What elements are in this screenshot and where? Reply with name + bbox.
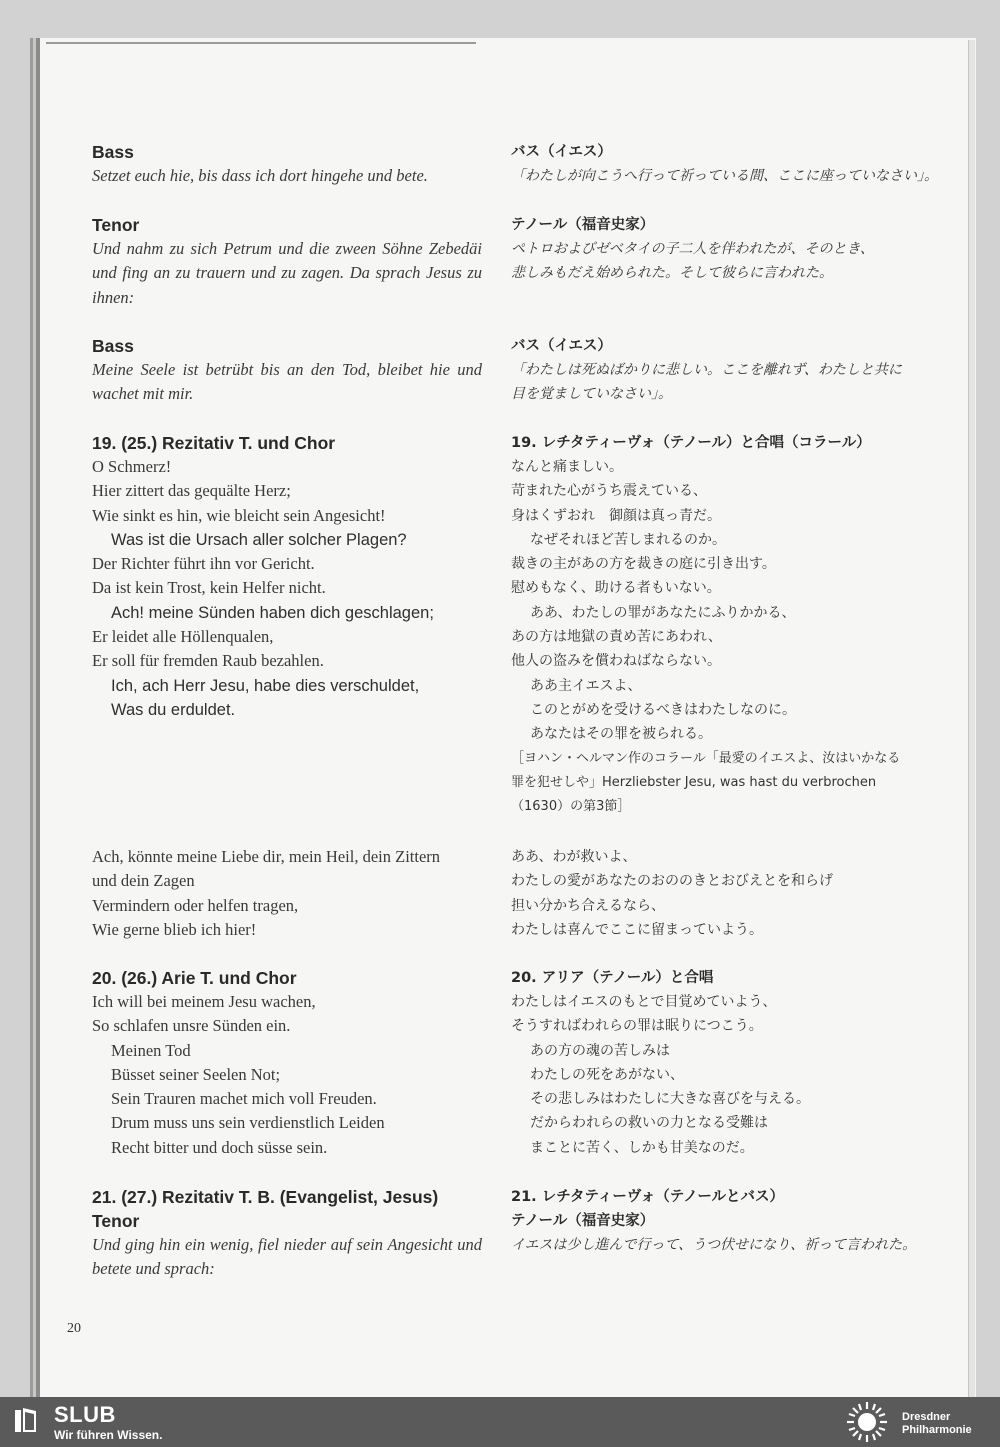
chorale-line: Drum muss uns sein verdienstlich Leiden bbox=[111, 1113, 385, 1133]
chorale-line: このとがめを受けるべきはわたしなのに。 bbox=[530, 701, 796, 718]
library-tagline: Wir führen Wissen. bbox=[54, 1428, 163, 1442]
section-heading: バス（イエス） bbox=[511, 144, 612, 160]
text-line: 苛まれた心がうち震えている、 bbox=[511, 483, 707, 500]
text-line: 目を覚ましていなさい」。 bbox=[511, 386, 672, 403]
chorale-source-note: ［ヨハン・ヘルマン作のコラール「最愛のイエスよ、汝はいかなる罪を犯せしや」Herzliebster Jesu, was hast du verbrochen（1630）の第3節］ bbox=[511, 750, 901, 814]
partner-name-line: Philharmonie bbox=[902, 1424, 972, 1436]
section-heading: 21. レチタティーヴォ（テノールとバス） bbox=[511, 1189, 785, 1205]
page-edge-right bbox=[968, 40, 975, 1397]
text-line: Hier zittert das gequälte Herz; bbox=[92, 481, 291, 501]
ja-section-bass-1 bbox=[511, 140, 938, 188]
chorale-line: あの方の魂の苦しみは bbox=[530, 1042, 670, 1059]
chorale-line: なぜそれほど苦しまれるのか。 bbox=[530, 531, 726, 548]
chorale-line: だからわれらの救いの力となる受難は bbox=[530, 1115, 768, 1132]
ja-section-20 bbox=[511, 966, 911, 1160]
section-heading: 21. (27.) Rezitativ T. B. (Evangelist, Jesus) bbox=[92, 1187, 439, 1207]
text-line: 「わたしが向こうへ行って祈っている間、ここに座っていなさい」。 bbox=[511, 168, 938, 184]
chorale-line: Was ist die Ursach aller solcher Plagen? bbox=[111, 530, 407, 549]
text-line: 担い分かち合えるなら、 bbox=[511, 897, 665, 914]
text-line: ああ、わが救いよ、 bbox=[511, 849, 637, 865]
chorale-line: Büsset seiner Seelen Not; bbox=[111, 1064, 281, 1084]
de-section-aria-intro bbox=[92, 845, 482, 942]
text-line: 裁きの主があの方を裁きの庭に引き出す。 bbox=[511, 556, 776, 573]
library-name: SLUB bbox=[54, 1402, 116, 1427]
text-line: Ach, könnte meine Liebe dir, mein Heil, dein Zittern bbox=[92, 847, 441, 866]
de-section-19 bbox=[92, 431, 482, 722]
ja-section-bass-2 bbox=[511, 334, 911, 407]
chorale-line: Was du erduldet. bbox=[111, 700, 236, 719]
text-line: わたしは喜んでここに留まっていよう。 bbox=[511, 921, 763, 938]
section-subheading: テノール（福音史家） bbox=[511, 1213, 655, 1229]
de-section-bass-2 bbox=[92, 334, 482, 407]
chorale-line: Sein Trauren machet mich voll Freuden. bbox=[111, 1089, 377, 1109]
text-line: 慰めもなく、助ける者もいない。 bbox=[511, 580, 721, 597]
ja-section-19 bbox=[511, 431, 911, 819]
section-heading: バス（イエス） bbox=[511, 338, 612, 354]
text-line: Der Richter führt ihn vor Gericht. bbox=[92, 554, 315, 574]
text-line: わたしはイエスのもとで目覚めていよう、 bbox=[511, 994, 777, 1010]
chorale-line: Meinen Tod bbox=[111, 1040, 191, 1060]
text-line: So schlafen unsre Sünden ein. bbox=[92, 1016, 291, 1036]
text-line: なんと痛ましい。 bbox=[511, 459, 623, 475]
section-heading: Bass bbox=[92, 142, 134, 162]
section-heading: 19. (25.) Rezitativ T. und Chor bbox=[92, 433, 336, 453]
section-heading: テノール（福音史家） bbox=[511, 217, 655, 233]
chorale-line: まことに苦く、しかも甘美なのだ。 bbox=[530, 1139, 754, 1156]
de-section-tenor-1 bbox=[92, 213, 482, 310]
text-line: O Schmerz! bbox=[92, 457, 172, 476]
ja-section-aria-intro bbox=[511, 845, 911, 942]
section-heading: 19. レチタティーヴォ（テノール）と合唱（コラール） bbox=[511, 435, 871, 451]
chorale-line: Recht bitter und doch süsse sein. bbox=[111, 1137, 328, 1157]
de-section-bass-1 bbox=[92, 140, 482, 188]
text-line: Setzet euch hie, bis dass ich dort hingehe und bete. bbox=[92, 166, 428, 185]
text-line: 悲しみもだえ始められた。そして彼らに言われた。 bbox=[511, 265, 833, 282]
text-line: Wie gerne blieb ich hier! bbox=[92, 919, 257, 939]
text-line: あの方は地獄の責め苦にあわれ、 bbox=[511, 629, 722, 646]
text-line: そうすればわれらの罪は眠りにつこう。 bbox=[511, 1018, 763, 1035]
chorale-line: Ich, ach Herr Jesu, habe dies verschuldet, bbox=[111, 676, 420, 695]
chorale-line: Ach! meine Sünden haben dich geschlagen; bbox=[111, 603, 434, 622]
section-heading: Tenor bbox=[92, 215, 140, 235]
text-line: 他人の盗みを償わねばならない。 bbox=[511, 653, 721, 670]
chorale-line: あなたはその罪を被られる。 bbox=[530, 726, 712, 743]
footer-bar bbox=[0, 1397, 1000, 1447]
chorale-line: ああ主イエスよ、 bbox=[530, 677, 642, 694]
text-line: Wie sinkt es hin, wie bleicht sein Angesicht! bbox=[92, 505, 386, 525]
text-line: und dein Zagen bbox=[92, 871, 195, 891]
section-subheading: Tenor bbox=[92, 1211, 140, 1231]
page-number: 20 bbox=[67, 1321, 81, 1336]
text-line: わたしの愛があなたのおののきとおびえとを和らげ bbox=[511, 873, 833, 890]
text-line: イエスは少し進んで行って、うつ伏せになり、祈って言われた。 bbox=[511, 1237, 917, 1253]
ja-section-tenor-1 bbox=[511, 213, 911, 286]
text-paragraph: Meine Seele ist betrübt bis an den Tod, bleibet hie und wachet mit mir. bbox=[92, 360, 482, 404]
de-section-21 bbox=[92, 1185, 482, 1282]
ja-section-21 bbox=[511, 1185, 917, 1257]
text-paragraph: Und nahm zu sich Petrum und die zween Söhne Zebedäi und fing an zu trauern und zu zagen. Da sprach Jesus zu ihnen: bbox=[92, 239, 482, 307]
partner-name-line: Dresdner bbox=[902, 1411, 951, 1423]
text-line: Vermindern oder helfen tragen, bbox=[92, 895, 299, 915]
text-line: 「わたしは死ぬばかりに悲しい。ここを離れず、わたしと共に bbox=[511, 362, 902, 378]
de-section-20 bbox=[92, 966, 482, 1160]
text-paragraph: Und ging hin ein wenig, fiel nieder auf sein Angesicht und betete und sprach: bbox=[92, 1235, 482, 1279]
section-heading: Bass bbox=[92, 336, 134, 356]
partner-name bbox=[902, 1411, 972, 1437]
chorale-line: わたしの死をあがない、 bbox=[530, 1066, 684, 1083]
text-line: Er soll für fremden Raub bezahlen. bbox=[92, 651, 324, 671]
text-line: Da ist kein Trost, kein Helfer nicht. bbox=[92, 578, 326, 598]
chorale-line: その悲しみはわたしに大きな喜びを与える。 bbox=[530, 1091, 810, 1108]
text-line: ペトロおよびゼベタイの子二人を伴われたが、そのとき、 bbox=[511, 241, 874, 257]
section-heading: 20. アリア（テノール）と合唱 bbox=[511, 970, 714, 986]
philharmonie-logo-icon bbox=[843, 1400, 891, 1444]
section-heading: 20. (26.) Arie T. und Chor bbox=[92, 968, 297, 988]
text-line: Ich will bei meinem Jesu wachen, bbox=[92, 992, 316, 1011]
text-line: 身はくずおれ 御顔は真っ青だ。 bbox=[511, 507, 721, 524]
text-line: Er leidet alle Höllenqualen, bbox=[92, 627, 274, 647]
page-edge-line bbox=[46, 42, 476, 44]
chorale-line: ああ、わたしの罪があなたにふりかかる、 bbox=[530, 604, 796, 621]
slub-logo-icon bbox=[14, 1407, 38, 1433]
